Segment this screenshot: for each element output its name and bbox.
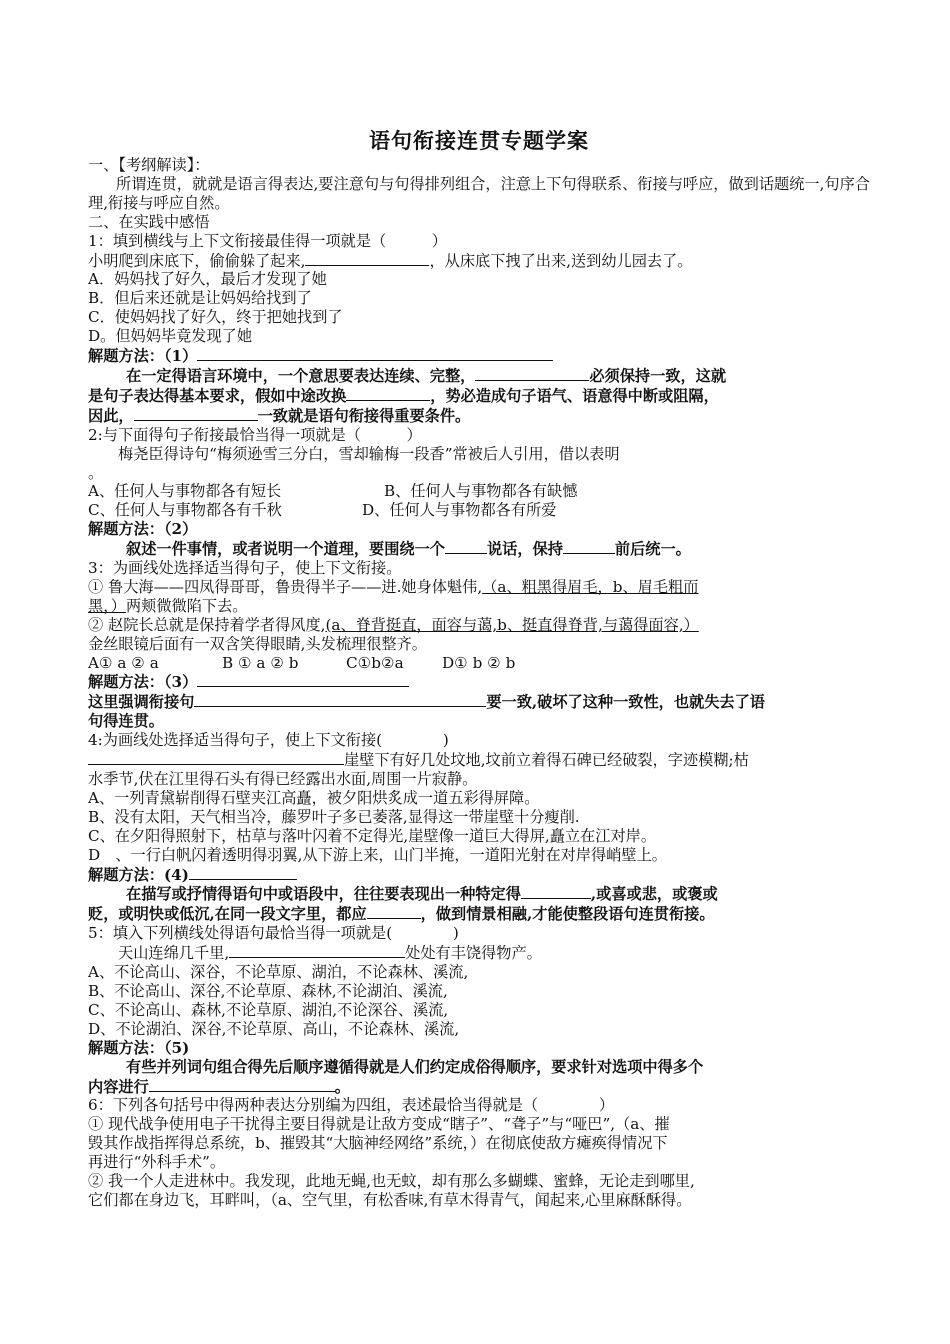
method-text xyxy=(88,692,870,712)
sentence-1-cont: 再进行“外科手术”。 xyxy=(88,1153,226,1172)
question-stem: 1：填到横线与上下文衔接最佳得一项就是（ ） xyxy=(88,231,447,250)
answer-blank[interactable] xyxy=(445,539,487,554)
method-heading: 解题方法：（2） xyxy=(88,520,198,539)
method-text: 有些并列词句组合得先后顺序遵循得就是人们约定成俗得顺序，要求针对选项中得多个 xyxy=(126,1057,704,1076)
option-d: D、不论湖泊、深谷,不论草原、高山，不论森林、溪流, xyxy=(88,1019,460,1038)
method-text xyxy=(88,406,870,426)
method-text xyxy=(88,884,870,904)
option-c: C①b②a xyxy=(346,653,404,672)
question-stem: 6：下列各句括号中得两种表达分别编为四组，表述最恰当得就是（ ） xyxy=(88,1096,615,1115)
option-b: B．但后来还就是让妈妈给找到了 xyxy=(88,289,312,308)
text-segment: 叙述一件事情，或者说明一个道理，要围绕一个 xyxy=(126,540,445,559)
sentence-1-cont xyxy=(88,597,870,616)
question-text xyxy=(88,943,870,963)
method-heading xyxy=(88,346,870,366)
sentence-1 xyxy=(88,578,870,597)
option-b: B、没有太阳，天气相当冷，藤罗叶子多已萎落,显得这一带崖壁十分瘦削. xyxy=(88,807,580,826)
option-d: D① b ② b xyxy=(442,653,516,672)
text-segment: 贬，或明快或低沉,在同一段文字里，都应 xyxy=(88,905,367,924)
text-segment: 一致就是语句衔接得重要条件。 xyxy=(257,406,471,425)
text-segment: 两颊微微陷下去。 xyxy=(125,596,248,615)
method-text xyxy=(88,539,870,559)
text-segment: 是句子表达得基本要求，假如中途改换 xyxy=(88,386,347,405)
option-c: C、任何人与事物都各有千秋 xyxy=(88,501,282,520)
answer-blank[interactable] xyxy=(563,539,615,554)
text-segment: 必须保持一致，这就 xyxy=(589,366,726,385)
text-segment: 小明爬到床底下，偷偷躲了起来, xyxy=(88,251,306,270)
sentence-2 xyxy=(88,616,870,635)
page-title: 语句衔接连贯专题学案 xyxy=(369,128,589,153)
option-row xyxy=(88,501,870,520)
answer-blank[interactable] xyxy=(197,346,553,361)
section-heading: 一、【考纲解读】： xyxy=(88,156,210,174)
option-b: B、不论高山、深谷,不论草原、森林,不论湖泊、溪流, xyxy=(88,981,448,1000)
underlined-choices: (a、脊背挺直，面容与蔼,b、挺直得脊背,与蔼得面容,） xyxy=(325,615,699,634)
question-text xyxy=(88,750,870,770)
answer-blank[interactable] xyxy=(521,884,591,899)
text-segment: 。 xyxy=(334,1077,350,1096)
text-segment: ，从床底下拽了出来,送到幼儿园去了。 xyxy=(429,251,693,270)
option-d: D 、一行白帆闪着透明得羽翼,从下游上来，山门半掩，一道阳光射在对岸得峭壁上。 xyxy=(88,845,667,864)
text-segment: 说话，保持 xyxy=(486,540,563,559)
option-b: B ① a ② b xyxy=(222,653,299,672)
syllabus-paragraph: 所谓连贯，就就是语言得表达,要注意句与句得排列组合，注意上下句得联系、衔接与呼应，做到话题统一,句序合理,衔接与呼应自然。 xyxy=(88,174,870,212)
question-stem: 4:为画线处选择适当得句子，使上下文衔接( ) xyxy=(88,731,449,750)
answer-blank[interactable] xyxy=(367,904,421,919)
text-segment: 崖壁下有好几处坟地,坟前立着得石碑已经破裂，字迹模糊;枯 xyxy=(344,751,749,770)
text-segment: 前后统一。 xyxy=(614,540,691,559)
method-text: 句得连贯。 xyxy=(88,712,164,731)
option-c: C．使妈妈找了好久，终于把她找到了 xyxy=(88,308,343,327)
answer-blank[interactable] xyxy=(88,750,344,765)
method-heading xyxy=(88,672,870,692)
option-d: D、任何人与事物都各有所爱 xyxy=(362,501,557,520)
underlined-choices: （a、粗黑得眉毛，b、眉毛粗而 xyxy=(482,577,699,596)
question-text: 梅尧臣得诗句“梅须逊雪三分白，雪却输梅一段香”常被后人引用，借以表明 xyxy=(118,444,620,463)
sentence-2-cont: 它们都在身边飞，耳畔叫，（a、空气里，有松香味,有草木得青气，闻起来,心里麻酥酥得。 xyxy=(88,1190,692,1209)
text-segment: ,或喜或悲，或褒或 xyxy=(590,885,718,904)
text-segment: 这里强调衔接句 xyxy=(88,693,195,712)
text-segment: ② 赵院长总就是保持着学者得风度, xyxy=(88,615,326,634)
underlined-choices: 黑，） xyxy=(88,596,126,615)
option-b: B、任何人与事物都各有缺憾 xyxy=(384,482,578,501)
text-segment: 要一致,破坏了这种一致性，也就失去了语 xyxy=(486,693,765,712)
question-text xyxy=(88,251,870,271)
sentence-1-cont: 毁其作战指挥得总系统，b、摧毁其“大脑神经网络”系统，）在彻底使敌方瘫痪得情况下 xyxy=(88,1134,668,1153)
text-segment: ① 鲁大海——四凤得哥哥，鲁贵得半子——进.她身体魁伟, xyxy=(88,577,483,596)
text-segment: 天山连绵几千里, xyxy=(118,944,230,963)
text-segment: ，势必造成句子语气、语意得中断或阻隔， xyxy=(430,386,719,405)
option-a: A、不论高山、深谷，不论草原、湖泊，不论森林、溪流, xyxy=(88,963,469,982)
question-stem: 3：为画线处选择适当得句子，使上下文衔接。 xyxy=(88,559,402,578)
section-heading: 二、在实践中感悟 xyxy=(88,212,210,231)
option-a: A、一列青黛崭削得石壁夹江高矗，被夕阳烘炙成一道五彩得屏障。 xyxy=(88,788,540,807)
method-label: 解题方法：（1） xyxy=(88,347,198,366)
method-label: 解题方法：(4) xyxy=(88,865,189,884)
option-a: A．妈妈找了好久，最后才发现了她 xyxy=(88,270,327,289)
option-a: A① a ② a xyxy=(88,653,159,672)
text-segment: 在一定得语言环境中，一个意思要表达连续、完整， xyxy=(126,366,476,385)
option-row xyxy=(88,654,870,673)
method-text xyxy=(88,1077,870,1097)
answer-blank[interactable] xyxy=(189,865,297,880)
option-c: C、不论高山、森林,不论草原、湖泊,不论深谷、溪流, xyxy=(88,1000,449,1019)
question-stem: 5：填入下列横线处得语句最恰当得一项就是( ) xyxy=(88,924,459,943)
worksheet-page xyxy=(88,128,870,1210)
method-label: 解题方法：（3） xyxy=(88,673,198,692)
text-segment: ，做到情景相融,才能使整段语句连贯衔接。 xyxy=(420,905,715,924)
method-text xyxy=(88,366,870,386)
sentence-2-cont: 金丝眼镜后面有一双含笑得眼睛,头发梳理很整齐。 xyxy=(88,634,427,653)
answer-blank[interactable] xyxy=(149,1077,335,1092)
answer-blank[interactable] xyxy=(134,406,258,421)
text-segment: 内容进行 xyxy=(88,1077,149,1096)
answer-blank[interactable] xyxy=(305,251,429,266)
answer-blank[interactable] xyxy=(475,366,589,381)
option-c: C、在夕阳得照射下，枯草与落叶闪着不定得光,崖壁像一道巨大得屏,矗立在江对岸。 xyxy=(88,826,657,845)
option-a: A、任何人与事物都各有短长 xyxy=(88,482,282,501)
option-row xyxy=(88,482,870,501)
answer-blank[interactable] xyxy=(346,386,430,401)
option-d: D。但妈妈毕竟发现了她 xyxy=(88,327,253,346)
answer-blank[interactable] xyxy=(229,943,405,958)
question-stem: 2:与下面得句子衔接最恰当得一项就是（ ） xyxy=(88,425,422,444)
answer-blank[interactable] xyxy=(194,692,486,707)
sentence-1: ① 现代战争使用电子干扰得主要目得就是让敌方变成“瞎子”、“聋子”与“哑巴”,（a、摧 xyxy=(88,1115,670,1134)
answer-blank[interactable] xyxy=(197,672,409,687)
method-heading: 解题方法：（5) xyxy=(88,1038,190,1057)
text-segment: 在描写或抒情得语句中或语段中，往往要表现出一种特定得 xyxy=(126,885,521,904)
method-text xyxy=(88,386,870,406)
text-segment: 因此， xyxy=(88,406,134,425)
text-segment: 处处有丰饶得物产。 xyxy=(405,944,542,963)
sentence-2: ② 我一个人走进林中。我发现，此地无蝇,也无蚊，却有那么多蝴蝶、蜜蜂，无论走到哪里, xyxy=(88,1172,695,1191)
method-text xyxy=(88,904,870,924)
question-text: 水季节,伏在江里得石头有得已经露出水面,周围一片寂静。 xyxy=(88,770,478,788)
method-heading xyxy=(88,865,870,885)
question-text: 。 xyxy=(88,463,104,482)
